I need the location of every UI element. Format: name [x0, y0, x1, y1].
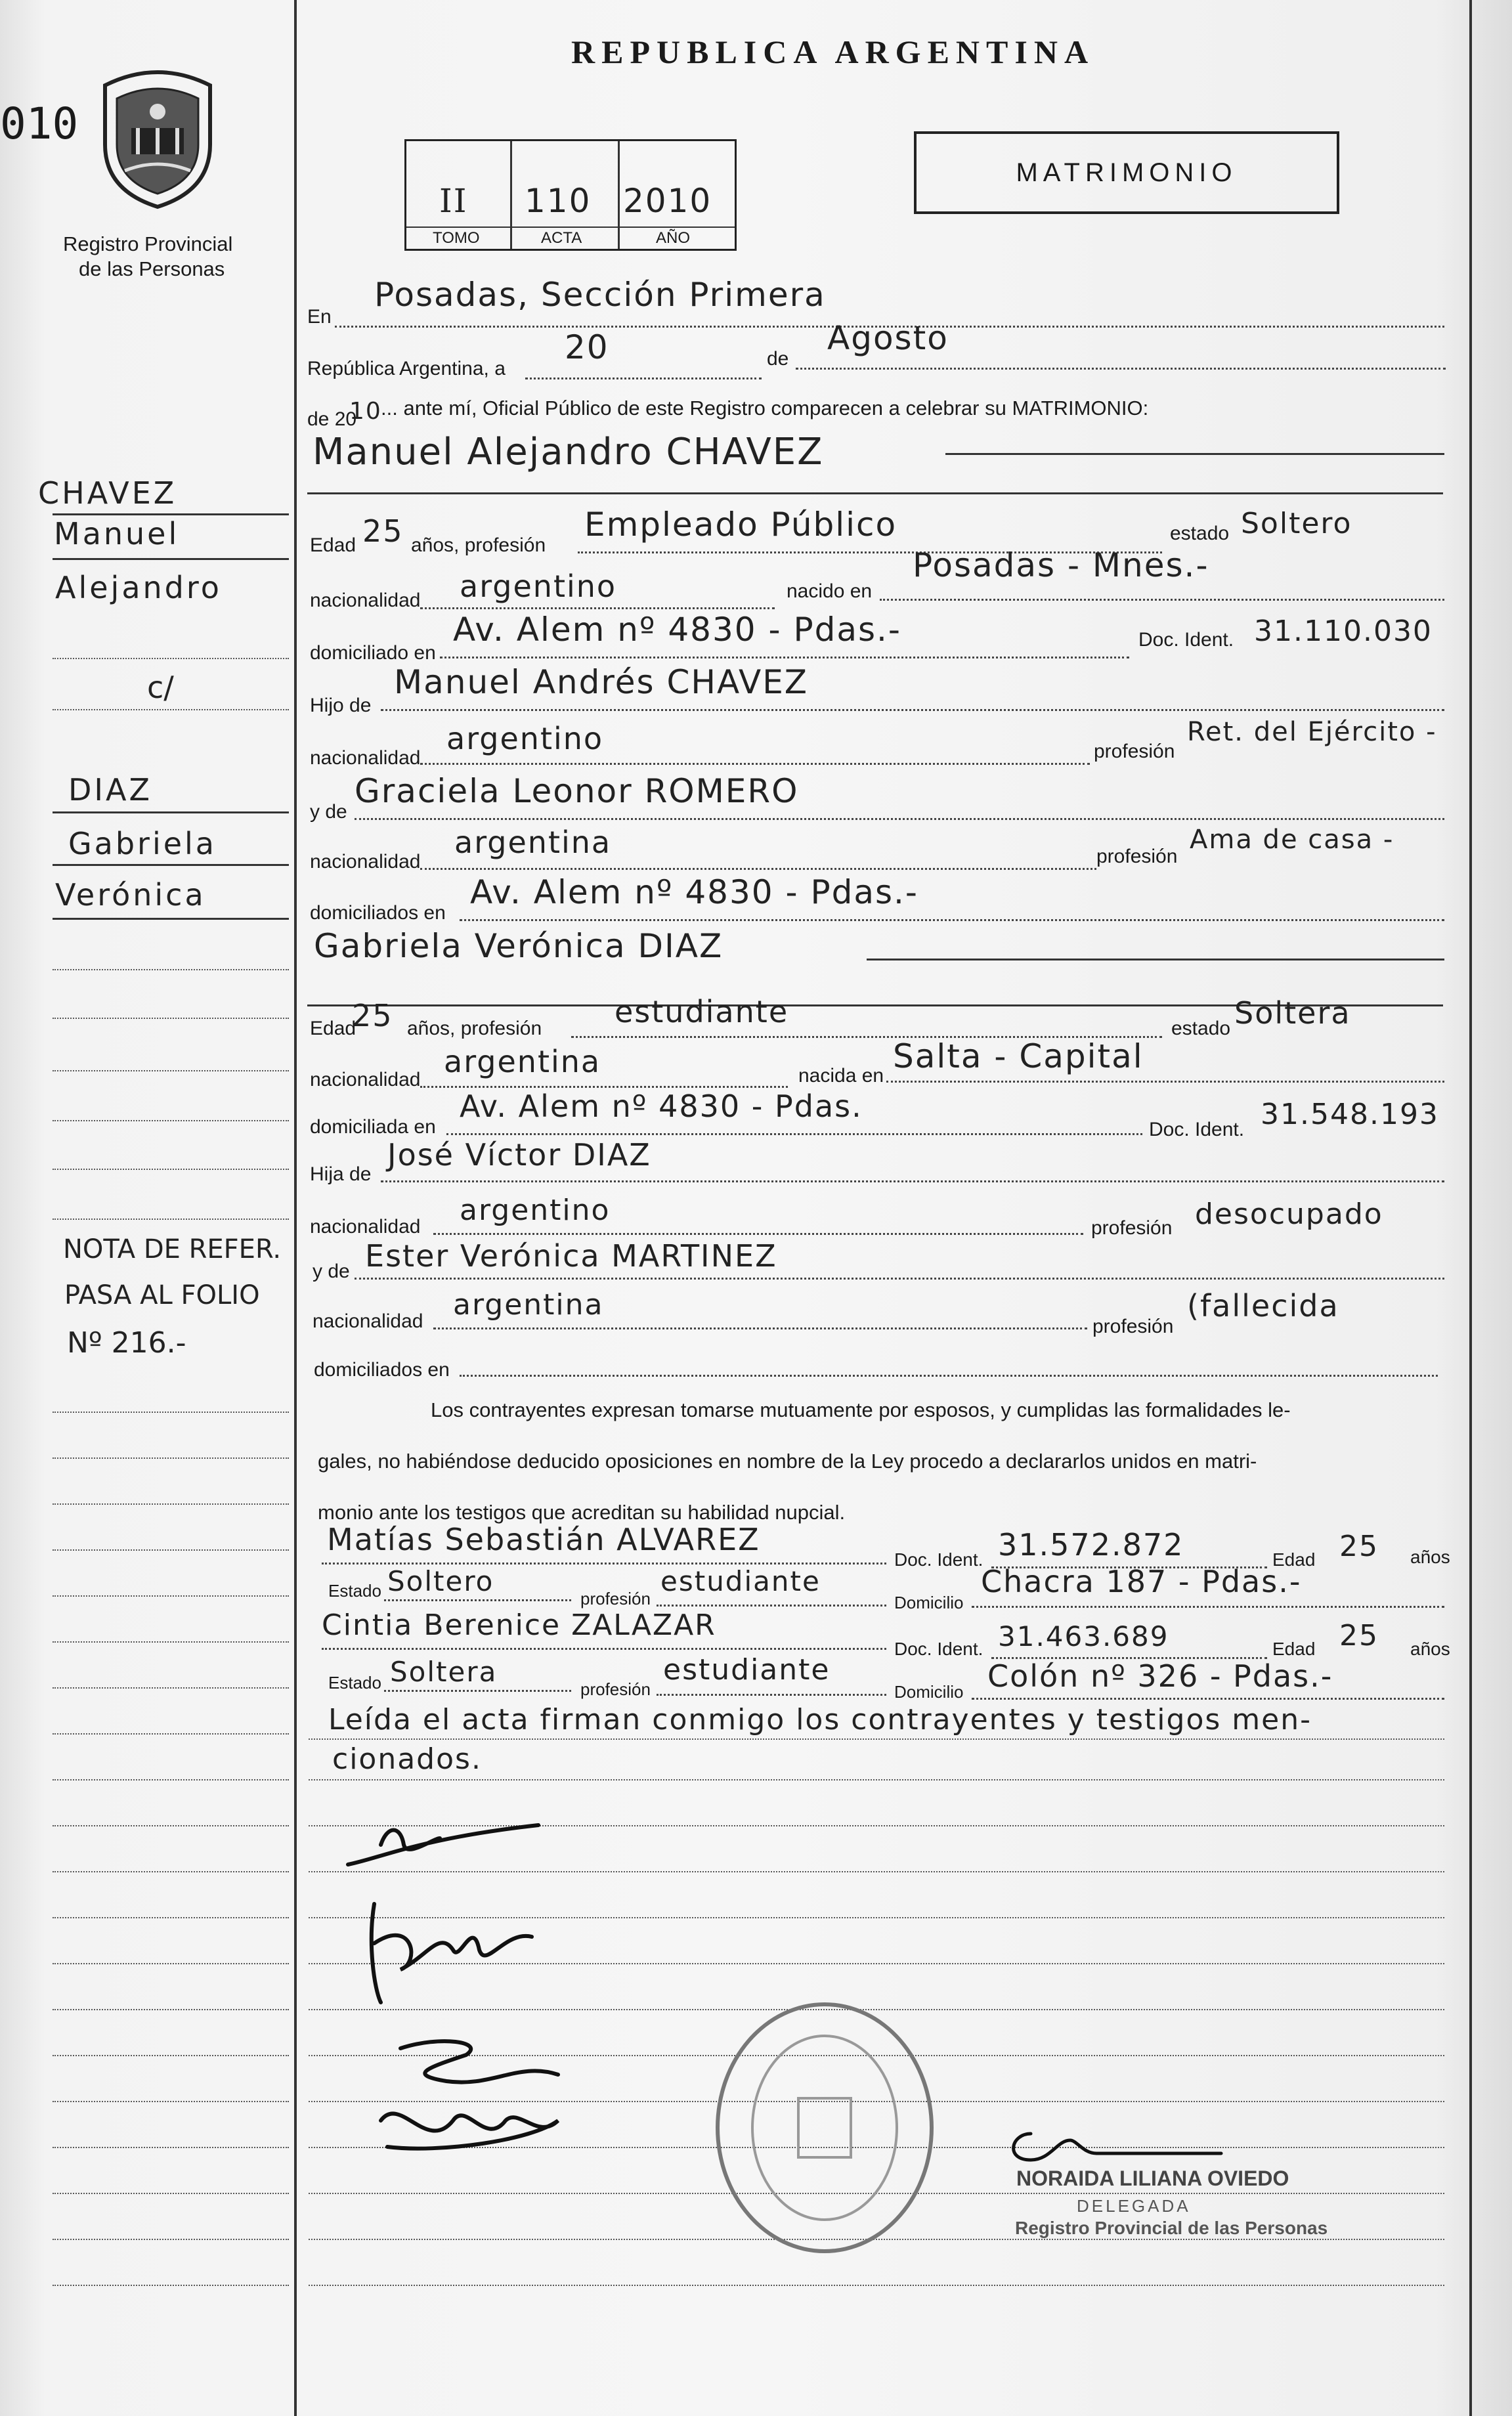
bride-father-name: José Víctor DIAZ: [387, 1137, 651, 1173]
groom-father-prof-value: Ret. del Ejército -: [1187, 717, 1437, 747]
groom-nacionalidad-value: argentino: [460, 569, 617, 604]
margin-groom-name1: Manuel: [54, 516, 180, 551]
groom-mother-name: Graciela Leonor ROMERO: [355, 772, 799, 810]
folio-number: 010: [0, 98, 79, 149]
groom-edad-value: 25: [362, 513, 404, 549]
groom-anos-profesion-label: años, profesión: [411, 534, 546, 556]
groom-mother-prof-label: profesión: [1096, 846, 1178, 867]
witness2-edad-label: Edad: [1272, 1639, 1316, 1659]
groom-hijo-label: Hijo de: [310, 695, 372, 716]
witness1-domicilio-label: Domicilio: [894, 1593, 964, 1612]
margin-bride-surname: DIAZ: [68, 772, 152, 808]
doc-type-label: MATRIMONIO: [1016, 158, 1238, 187]
year-value: 10: [349, 398, 382, 425]
bride-father-nac-label: nacionalidad: [310, 1216, 421, 1238]
year-prefix: de 20: [307, 408, 357, 430]
bride-full-name: Gabriela Verónica DIAZ: [314, 927, 724, 965]
anio-label: AÑO: [656, 229, 691, 247]
groom-father-nac-label: nacionalidad: [310, 747, 421, 769]
witness1-profesion-label: profesión: [580, 1589, 651, 1608]
witness2-anos-label: años: [1410, 1639, 1450, 1659]
groom-edad-label: Edad: [310, 534, 356, 556]
declaration-line2: gales, no habiéndose deducido oposiciones en nombre de la Ley procedo a declararlos unidos en matri-: [318, 1450, 1257, 1473]
closing-line2: cionados.: [332, 1742, 482, 1776]
witness1-edad-value: 25: [1339, 1530, 1379, 1563]
day-value: 20: [565, 328, 609, 366]
bride-hija-label: Hija de: [310, 1163, 372, 1185]
tomo-value: II: [439, 182, 468, 220]
bride-mother-name: Ester Verónica MARTINEZ: [365, 1238, 777, 1274]
declaration-line1: Los contrayentes expresan tomarse mutuamente por esposos, y cumplidas las formalidades le-: [431, 1398, 1291, 1421]
witness1-domicilio-value: Chacra 187 - Pdas.-: [981, 1564, 1302, 1599]
groom-mother-nac-value: argentina: [454, 825, 612, 860]
groom-doc-label: Doc. Ident.: [1138, 629, 1234, 651]
bride-mother-nac-value: argentina: [453, 1288, 604, 1322]
bride-parents-dom-label: domiciliados en: [314, 1359, 450, 1381]
left-divider: [294, 0, 297, 2416]
witness2-profesion-label: profesión: [580, 1679, 651, 1699]
witness2-edad-value: 25: [1339, 1619, 1379, 1652]
bride-anos-profesion-label: años, profesión: [407, 1018, 542, 1039]
witness1-estado-label: Estado: [328, 1581, 381, 1601]
en-label: En: [307, 306, 332, 328]
bride-domiciliada-value: Av. Alem nº 4830 - Pdas.: [460, 1089, 863, 1124]
month-value: Agosto: [827, 319, 949, 357]
bride-estado-value: Soltera: [1234, 995, 1351, 1031]
bride-profesion-value: estudiante: [615, 994, 789, 1029]
groom-father-nac-value: argentino: [446, 721, 604, 756]
bride-nacionalidad-label: nacionalidad: [310, 1069, 421, 1090]
bride-y-de-label: y de: [313, 1261, 350, 1282]
witness1-anos-label: años: [1410, 1547, 1450, 1567]
groom-father-name: Manuel Andrés CHAVEZ: [394, 663, 809, 701]
witness1-edad-label: Edad: [1272, 1549, 1316, 1570]
witness1-estado-value: Soltero: [387, 1565, 494, 1597]
official-name: NORAIDA LILIANA OVIEDO: [1016, 2167, 1289, 2190]
witness2-name: Cintia Berenice ZALAZAR: [322, 1608, 716, 1642]
bride-mother-prof-label: profesión: [1092, 1316, 1174, 1337]
year-suffix: ... ante mí, Oficial Público de este Registro comparecen a celebrar su MATRIMONIO:: [381, 397, 1149, 420]
bride-doc-label: Doc. Ident.: [1149, 1119, 1245, 1140]
margin-bride-name1: Gabriela: [68, 826, 217, 861]
margin-groom-name2: Alejandro: [55, 570, 222, 605]
witness2-domicilio-value: Colón nº 326 - Pdas.-: [987, 1658, 1333, 1694]
margin-note1: NOTA DE REFER.: [63, 1234, 282, 1264]
anio-value: 2010: [623, 182, 712, 220]
republica-label: República Argentina, a: [307, 358, 506, 379]
doc-type-box: [914, 131, 1339, 214]
groom-mother-nac-label: nacionalidad: [310, 851, 421, 873]
bride-nacida-value: Salta - Capital: [893, 1037, 1144, 1075]
groom-doc-value: 31.110.030: [1254, 615, 1433, 648]
groom-estado-label: estado: [1170, 523, 1230, 544]
closing-line1: Leída el acta firman conmigo los contrayentes y testigos men-: [328, 1703, 1312, 1736]
bride-edad-value: 25: [352, 998, 393, 1033]
bride-father-nac-value: argentino: [460, 1194, 611, 1227]
bride-estado-label: estado: [1171, 1018, 1231, 1039]
province-seal: [92, 66, 223, 210]
witness1-doc-label: Doc. Ident.: [894, 1549, 983, 1570]
signature-contrayente-1: [341, 1799, 551, 1878]
groom-y-de-label: y de: [310, 801, 347, 823]
margin-groom-surname: CHAVEZ: [38, 475, 177, 511]
groom-nacido-label: nacido en: [787, 580, 873, 602]
signature-contrayente-2: [361, 1891, 558, 2016]
bride-mother-nac-label: nacionalidad: [313, 1310, 423, 1332]
groom-name: Manuel Alejandro CHAVEZ: [313, 431, 824, 473]
groom-domiciliado-label: domiciliado en: [310, 642, 436, 664]
bride-edad-label: Edad: [310, 1018, 356, 1039]
acta-label: ACTA: [541, 229, 582, 247]
acta-value: 110: [525, 182, 592, 220]
groom-domiciliado-value: Av. Alem nº 4830 - Pdas.-: [453, 611, 901, 649]
bride-nacida-label: nacida en: [798, 1065, 884, 1087]
witness1-doc-value: 31.572.872: [998, 1527, 1184, 1563]
groom-father-prof-label: profesión: [1094, 741, 1175, 762]
margin-note2: PASA AL FOLIO: [64, 1280, 260, 1310]
signature-witness-2: [374, 2081, 584, 2167]
registry-stamp: [716, 2002, 934, 2253]
groom-estado-value: Soltero: [1241, 507, 1352, 540]
signature-official: [998, 2114, 1234, 2173]
groom-parents-dom-value: Av. Alem nº 4830 - Pdas.-: [470, 873, 918, 911]
witness2-estado-value: Soltera: [390, 1656, 498, 1688]
de-label: de: [767, 348, 789, 370]
declaration-line3: monio ante los testigos que acreditan su habilidad nupcial.: [318, 1501, 846, 1524]
margin-note3: Nº 216.-: [67, 1326, 186, 1360]
groom-parents-dom-label: domiciliados en: [310, 902, 446, 924]
witness2-doc-label: Doc. Ident.: [894, 1639, 983, 1659]
document-title: REPUBLICA ARGENTINA: [571, 33, 1095, 70]
registry-line2: de las Personas: [79, 257, 225, 280]
en-value: Posadas, Sección Primera: [374, 276, 826, 314]
right-edge-line: [1469, 0, 1472, 2416]
witness2-estado-label: Estado: [328, 1673, 381, 1693]
groom-nacionalidad-label: nacionalidad: [310, 590, 421, 611]
bride-doc-value: 31.548.193: [1261, 1098, 1439, 1131]
witness1-name: Matías Sebastián ALVAREZ: [327, 1522, 760, 1557]
groom-profesion-value: Empleado Público: [584, 506, 897, 544]
tomo-label: TOMO: [433, 229, 480, 247]
bride-nacionalidad-value: argentina: [444, 1044, 601, 1079]
margin-connector: c/: [147, 670, 174, 705]
official-title: DELEGADA: [1077, 2196, 1191, 2216]
witness2-domicilio-label: Domicilio: [894, 1682, 964, 1702]
groom-mother-prof-value: Ama de casa -: [1190, 825, 1394, 855]
reference-box: [404, 139, 737, 251]
bride-father-prof-value: desocupado: [1195, 1197, 1383, 1231]
witness1-profesion-value: estudiante: [660, 1565, 821, 1597]
bride-domiciliada-label: domiciliada en: [310, 1116, 436, 1138]
groom-nacido-value: Posadas - Mnes.-: [913, 546, 1209, 584]
bride-mother-prof-value: (fallecida: [1187, 1288, 1339, 1324]
witness2-doc-value: 31.463.689: [998, 1620, 1169, 1652]
official-registry: Registro Provincial de las Personas: [1015, 2218, 1328, 2238]
bride-father-prof-label: profesión: [1091, 1217, 1173, 1239]
margin-bride-name2: Verónica: [55, 877, 206, 913]
witness2-profesion-value: estudiante: [663, 1653, 831, 1687]
registry-line1: Registro Provincial: [63, 232, 233, 255]
